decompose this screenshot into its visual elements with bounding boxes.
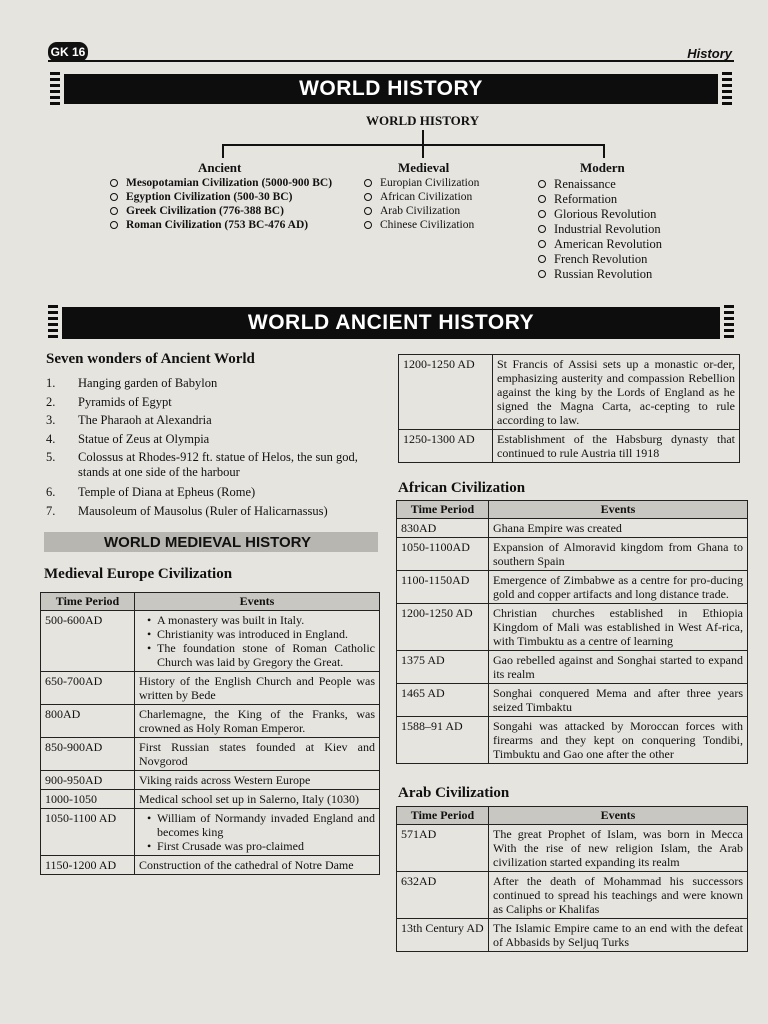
branch-ancient-label: Ancient — [198, 160, 242, 175]
table-row — [397, 825, 748, 872]
events-cell: Viking raids across Western Europe — [135, 771, 380, 790]
events-cell: Construction of the cathedral of Notre Dame — [135, 856, 380, 875]
events-cell: Gao rebelled against and Songhai started to expand its realm — [489, 651, 748, 684]
events-cell: Establishment of the Habsburg dynasty that continued to rule Austria till 1918 — [493, 430, 740, 463]
table-row — [41, 790, 380, 809]
europe-heading: Medieval Europe Civilization — [44, 566, 233, 582]
list-item — [46, 430, 386, 449]
events-cell: Songhai conquered Mema and after three years seized Timbaktu — [489, 684, 748, 717]
band-title: WORLD MEDIEVAL HISTORY — [104, 533, 311, 551]
wonders-heading: Seven wonders of Ancient World — [46, 351, 255, 367]
event-bullet: • A monastery was built in Italy. — [149, 613, 375, 627]
table-row — [41, 856, 380, 875]
item-text: Hanging garden of Babylon — [78, 376, 218, 390]
events-cell — [135, 611, 380, 672]
banner-title: WORLD HISTORY — [299, 77, 483, 100]
col-header-period: Time Period — [397, 807, 489, 825]
table-row — [397, 571, 748, 604]
table-row — [41, 705, 380, 738]
table-row — [397, 872, 748, 919]
events-cell: Christian churches established in Ethiopia Kingdom of Mali was established in West Af-rica, with Timbuktu as a centre of learning — [489, 604, 748, 651]
item-text: The Pharaoh at Alexandria — [78, 413, 212, 427]
banner-right-ornament — [722, 72, 732, 106]
period-cell: 1588–91 AD — [397, 717, 489, 764]
events-cell: After the death of Mohammad his successors continued to spread his teachings and were known as Caliphs or Khalifas — [489, 872, 748, 919]
events-cell: History of the English Church and People was written by Bede — [135, 672, 380, 705]
events-cell: Medical school set up in Salerno, Italy (1030) — [135, 790, 380, 809]
table-row — [399, 430, 740, 463]
col-header-events: Events — [489, 807, 748, 825]
events-cell: Ghana Empire was created — [489, 519, 748, 538]
tree-connector — [422, 130, 424, 144]
col-header-period: Time Period — [41, 593, 135, 611]
list-item: Mesopotamian Civilization (5000-900 BC) — [108, 176, 332, 190]
banner-right-ornament — [724, 305, 734, 341]
header-rule — [48, 60, 734, 62]
table-row — [397, 538, 748, 571]
events-cell: The great Prophet of Islam, was born in Mecca With the rise of new religion Islam, the Arab civilization started expanding its realm — [489, 825, 748, 872]
table-row — [397, 604, 748, 651]
african-table — [396, 500, 748, 764]
list-item: Chinese Civilization — [362, 218, 479, 232]
event-bullet: • First Crusade was pro-claimed — [149, 839, 375, 853]
events-cell: First Russian states founded at Kiev and Novgorod — [135, 738, 380, 771]
item-number: 7. — [46, 503, 56, 518]
list-item: Reformation — [536, 192, 662, 207]
events-cell: Emergence of Zimbabwe as a centre for pro-ducing gold and copper artifacts and long distance trade. — [489, 571, 748, 604]
list-item: Roman Civilization (753 BC-476 AD) — [108, 218, 332, 232]
section-label: History — [687, 46, 732, 61]
table-row — [397, 519, 748, 538]
tree-connector — [422, 144, 424, 158]
banner-title: WORLD ANCIENT HISTORY — [247, 311, 535, 334]
list-item — [46, 393, 386, 412]
list-item: Greek Civilization (776-388 BC) — [108, 204, 332, 218]
list-item: Glorious Revolution — [536, 207, 662, 222]
period-cell: 1000-1050 — [41, 790, 135, 809]
col-header-events: Events — [489, 501, 748, 519]
list-item: American Revolution — [536, 237, 662, 252]
world-ancient-history-banner — [62, 307, 720, 339]
period-cell: 571AD — [397, 825, 489, 872]
europe-table — [40, 592, 380, 875]
table-header-row — [41, 593, 380, 611]
item-text: Temple of Diana at Epheus (Rome) — [78, 485, 256, 499]
table-row — [41, 611, 380, 672]
banner-left-ornament — [50, 72, 60, 106]
item-number: 4. — [46, 431, 56, 446]
list-item: Russian Revolution — [536, 267, 662, 282]
period-cell: 1150-1200 AD — [41, 856, 135, 875]
tree-connector — [222, 144, 604, 146]
list-item — [46, 502, 386, 521]
world-history-banner — [64, 74, 718, 104]
period-cell: 1050-1100AD — [397, 538, 489, 571]
item-number: 1. — [46, 376, 56, 390]
period-cell: 850-900AD — [41, 738, 135, 771]
branch-modern-label: Modern — [580, 160, 625, 175]
period-cell: 1200-1250 AD — [399, 355, 493, 430]
tree-connector — [222, 144, 224, 158]
period-cell: 650-700AD — [41, 672, 135, 705]
table-row — [397, 919, 748, 952]
item-text: Pyramids of Egypt — [78, 394, 172, 409]
page-number-badge: GK 16 — [48, 42, 88, 62]
african-heading: African Civilization — [398, 480, 526, 496]
tree-root-title: WORLD HISTORY — [366, 113, 480, 128]
period-cell: 1200-1250 AD — [397, 604, 489, 651]
item-number: 3. — [46, 413, 56, 427]
list-item: African Civilization — [362, 190, 479, 204]
list-item — [46, 411, 386, 430]
item-number: 2. — [46, 394, 56, 409]
item-text: Colossus at Rhodes-912 ft. statue of Helos, the sun god, stands at one side of the harbour — [78, 450, 358, 479]
table-header-row — [397, 807, 748, 825]
events-cell: The Islamic Empire came to an end with the defeat of Abbasids by Seljuq Turks — [489, 919, 748, 952]
table-row — [41, 738, 380, 771]
period-cell: 1465 AD — [397, 684, 489, 717]
modern-list — [536, 177, 662, 282]
list-item: French Revolution — [536, 252, 662, 267]
event-bullet: • The foundation stone of Roman Catholic Church was laid by Gregory the Great. — [149, 641, 375, 669]
event-bullet: • Christianity was introduced in England. — [149, 627, 375, 641]
tree-connector — [603, 144, 605, 158]
list-item: Industrial Revolution — [536, 222, 662, 237]
item-text: Statue of Zeus at Olympia — [78, 431, 210, 446]
list-item: Europian Civilization — [362, 176, 479, 190]
table-row — [41, 809, 380, 856]
table-row — [41, 672, 380, 705]
period-cell: 1375 AD — [397, 651, 489, 684]
list-item — [46, 450, 386, 480]
table-header-row — [397, 501, 748, 519]
event-bullet: • William of Normandy invaded England and becomes king — [149, 811, 375, 839]
period-cell: 800AD — [41, 705, 135, 738]
medieval-list — [362, 176, 479, 232]
table-row — [399, 355, 740, 430]
ancient-list — [108, 176, 332, 232]
table-row — [397, 717, 748, 764]
item-text: Mausoleum of Mausolus (Ruler of Halicarnassus) — [78, 503, 328, 518]
events-cell: St Francis of Assisi sets up a monastic or-der, emphasizing austerity and compassion Rebellion against the king by the Lords of England as he signed the Magna Carta, ac-cepting to rule according to law. — [493, 355, 740, 430]
table-row — [397, 651, 748, 684]
list-item: Arab Civilization — [362, 204, 479, 218]
europe-continued-table — [398, 354, 740, 463]
list-item — [46, 374, 386, 393]
period-cell: 500-600AD — [41, 611, 135, 672]
col-header-events: Events — [135, 593, 380, 611]
list-item: Egyption Civilization (500-30 BC) — [108, 190, 332, 204]
events-cell: Songahi was attacked by Moroccan forces with firearms and they kept on conquering Tondibi, Timbuktu and Gao one after the other — [489, 717, 748, 764]
events-cell: Expansion of Almoravid kingdom from Ghana to southern Spain — [489, 538, 748, 571]
period-cell: 900-950AD — [41, 771, 135, 790]
table-row — [41, 771, 380, 790]
period-cell: 1050-1100 AD — [41, 809, 135, 856]
banner-left-ornament — [48, 305, 58, 341]
table-row — [397, 684, 748, 717]
period-cell: 830AD — [397, 519, 489, 538]
period-cell: 1100-1150AD — [397, 571, 489, 604]
events-cell — [135, 809, 380, 856]
list-item — [46, 483, 386, 502]
wonders-list — [46, 374, 386, 520]
arab-table — [396, 806, 748, 952]
period-cell: 1250-1300 AD — [399, 430, 493, 463]
medieval-history-band — [44, 532, 378, 552]
events-cell: Charlemagne, the King of the Franks, was crowned as Holy Roman Emperor. — [135, 705, 380, 738]
period-cell: 632AD — [397, 872, 489, 919]
list-item: Renaissance — [536, 177, 662, 192]
period-cell: 13th Century AD — [397, 919, 489, 952]
branch-medieval-label: Medieval — [398, 160, 450, 175]
col-header-period: Time Period — [397, 501, 489, 519]
item-number: 6. — [46, 485, 56, 499]
arab-heading: Arab Civilization — [398, 785, 510, 801]
item-number: 5. — [46, 450, 56, 464]
